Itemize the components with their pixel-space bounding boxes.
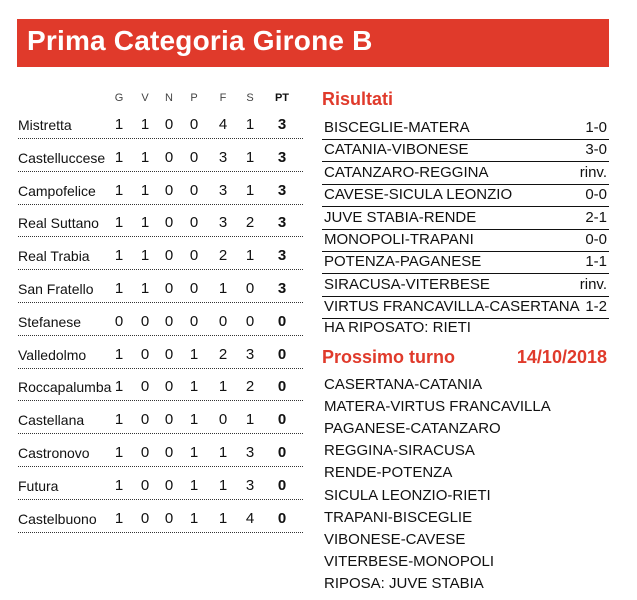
stat-v: 1 xyxy=(140,247,150,264)
stat-f: 3 xyxy=(218,182,228,199)
stat-n: 0 xyxy=(164,247,174,264)
stat-g: 1 xyxy=(114,477,124,494)
stat-p: 1 xyxy=(189,411,199,428)
team-name: Real Suttano xyxy=(18,215,99,231)
stat-v: 0 xyxy=(140,378,150,395)
stat-v: 0 xyxy=(140,411,150,428)
standings-row xyxy=(18,311,303,336)
standings-row xyxy=(18,114,303,139)
team-name: Mistretta xyxy=(18,117,72,133)
stat-f: 4 xyxy=(218,116,228,133)
stat-s: 1 xyxy=(245,411,255,428)
stat-v: 0 xyxy=(140,313,150,330)
result-score: 0-0 xyxy=(585,186,607,203)
result-score: 3-0 xyxy=(585,141,607,158)
result-match: BISCEGLIE-MATERA xyxy=(324,119,470,136)
stat-p: 0 xyxy=(189,214,199,231)
result-score: 0-0 xyxy=(585,231,607,248)
standings-col-pt: PT xyxy=(274,92,290,104)
result-row xyxy=(322,118,609,140)
stat-p: 1 xyxy=(189,378,199,395)
standings-col-v: V xyxy=(141,92,149,104)
stat-s: 2 xyxy=(245,378,255,395)
stat-v: 1 xyxy=(140,182,150,199)
result-row xyxy=(322,208,609,230)
stat-f: 3 xyxy=(218,214,228,231)
stat-f: 2 xyxy=(218,247,228,264)
stat-f: 0 xyxy=(218,313,228,330)
stat-n: 0 xyxy=(164,444,174,461)
result-score: 1-1 xyxy=(585,253,607,270)
stat-g: 0 xyxy=(114,313,124,330)
stat-n: 0 xyxy=(164,313,174,330)
next-fixture: RENDE-POTENZA xyxy=(324,464,453,481)
next-fixture: MATERA-VIRTUS FRANCAVILLA xyxy=(324,398,551,415)
stat-n: 0 xyxy=(164,149,174,166)
stat-v: 1 xyxy=(140,280,150,297)
stat-p: 1 xyxy=(189,346,199,363)
stat-s: 1 xyxy=(245,149,255,166)
standings-row xyxy=(18,245,303,270)
standings-row xyxy=(18,442,303,467)
stat-g: 1 xyxy=(114,116,124,133)
next-fixture: PAGANESE-CATANZARO xyxy=(324,420,501,437)
stat-pt: 0 xyxy=(277,378,287,395)
stat-pt: 0 xyxy=(277,477,287,494)
results-title: Risultati xyxy=(322,89,394,109)
result-score: rinv. xyxy=(579,276,607,293)
stat-f: 2 xyxy=(218,346,228,363)
team-name: Futura xyxy=(18,478,59,494)
standings-row xyxy=(18,147,303,172)
next-round-date: 14/10/2018 xyxy=(516,347,607,367)
stat-n: 0 xyxy=(164,116,174,133)
next-fixture: CASERTANA-CATANIA xyxy=(324,376,483,393)
team-name: Castelluccese xyxy=(18,150,106,166)
stat-pt: 3 xyxy=(277,214,287,231)
stat-p: 0 xyxy=(189,247,199,264)
stat-p: 0 xyxy=(189,149,199,166)
stat-pt: 3 xyxy=(277,280,287,297)
stat-v: 0 xyxy=(140,346,150,363)
result-row xyxy=(322,275,609,297)
stat-g: 1 xyxy=(114,378,124,395)
next-fixture: TRAPANI-BISCEGLIE xyxy=(324,509,473,526)
team-name: Castelbuono xyxy=(18,511,97,527)
stat-pt: 3 xyxy=(277,182,287,199)
page-title: Prima Categoria Girone B xyxy=(27,25,373,56)
stat-g: 1 xyxy=(114,280,124,297)
stat-s: 0 xyxy=(245,280,255,297)
stat-f: 1 xyxy=(218,378,228,395)
next-fixture: RIPOSA: JUVE STABIA xyxy=(324,575,484,592)
stat-s: 0 xyxy=(245,313,255,330)
stat-s: 1 xyxy=(245,247,255,264)
stat-g: 1 xyxy=(114,182,124,199)
stat-f: 3 xyxy=(218,149,228,166)
stat-p: 0 xyxy=(189,116,199,133)
stat-f: 1 xyxy=(218,477,228,494)
stat-p: 0 xyxy=(189,313,199,330)
stat-p: 1 xyxy=(189,444,199,461)
stat-v: 0 xyxy=(140,477,150,494)
next-round-title: Prossimo turno xyxy=(322,347,456,367)
result-row xyxy=(322,297,609,319)
results-rest-note: HA RIPOSATO: RIETI xyxy=(324,319,471,336)
result-row xyxy=(322,185,609,207)
stat-f: 1 xyxy=(218,280,228,297)
next-fixture: VIBONESE-CAVESE xyxy=(324,531,466,548)
stat-g: 1 xyxy=(114,149,124,166)
stat-s: 2 xyxy=(245,214,255,231)
stat-n: 0 xyxy=(164,346,174,363)
result-match: CATANZARO-REGGINA xyxy=(324,164,489,181)
standings-row xyxy=(18,508,303,533)
stat-g: 1 xyxy=(114,444,124,461)
standings-col-f: F xyxy=(219,92,227,104)
stat-pt: 0 xyxy=(277,510,287,527)
stat-g: 1 xyxy=(114,510,124,527)
stat-n: 0 xyxy=(164,378,174,395)
standings-row xyxy=(18,212,303,237)
stat-g: 1 xyxy=(114,214,124,231)
result-score: 1-0 xyxy=(585,119,607,136)
title-banner xyxy=(17,19,609,67)
stat-s: 1 xyxy=(245,116,255,133)
team-name: Stefanese xyxy=(18,314,82,330)
result-match: MONOPOLI-TRAPANI xyxy=(324,231,474,248)
standings-row xyxy=(18,278,303,303)
team-name: Real Trabia xyxy=(18,248,90,264)
stat-v: 0 xyxy=(140,510,150,527)
team-name: Roccapalumba xyxy=(18,379,112,395)
stat-pt: 0 xyxy=(277,346,287,363)
stat-s: 1 xyxy=(245,182,255,199)
result-row xyxy=(322,252,609,274)
result-match: CATANIA-VIBONESE xyxy=(324,141,469,158)
standings-col-p: P xyxy=(190,92,198,104)
next-fixture: VITERBESE-MONOPOLI xyxy=(324,553,495,570)
stat-pt: 0 xyxy=(277,444,287,461)
stat-v: 0 xyxy=(140,444,150,461)
stat-n: 0 xyxy=(164,510,174,527)
standings-col-g: G xyxy=(114,92,124,104)
next-fixture: REGGINA-SIRACUSA xyxy=(324,442,475,459)
team-name: Valledolmo xyxy=(18,347,87,363)
team-name: Castronovo xyxy=(18,445,90,461)
result-score: 2-1 xyxy=(585,209,607,226)
result-row xyxy=(322,230,609,252)
stat-pt: 0 xyxy=(277,313,287,330)
stat-p: 0 xyxy=(189,182,199,199)
standings-col-s: S xyxy=(246,92,254,104)
stat-g: 1 xyxy=(114,247,124,264)
stat-n: 0 xyxy=(164,411,174,428)
standings-row xyxy=(18,475,303,500)
stat-s: 3 xyxy=(245,477,255,494)
stat-p: 0 xyxy=(189,280,199,297)
stat-n: 0 xyxy=(164,182,174,199)
stat-n: 0 xyxy=(164,280,174,297)
next-fixture: SICULA LEONZIO-RIETI xyxy=(324,487,491,504)
stat-s: 3 xyxy=(245,444,255,461)
standings-col-n: N xyxy=(165,92,173,104)
team-name: Campofelice xyxy=(18,183,96,199)
result-match: VIRTUS FRANCAVILLA-CASERTANA xyxy=(324,298,580,315)
stat-s: 4 xyxy=(245,510,255,527)
result-match: JUVE STABIA-RENDE xyxy=(324,209,477,226)
next-round-header xyxy=(322,347,609,371)
standings-row xyxy=(18,344,303,369)
standings-row xyxy=(18,376,303,401)
standings-row xyxy=(18,409,303,434)
stat-f: 0 xyxy=(218,411,228,428)
stat-v: 1 xyxy=(140,116,150,133)
stat-pt: 3 xyxy=(277,116,287,133)
stat-v: 1 xyxy=(140,149,150,166)
stat-v: 1 xyxy=(140,214,150,231)
stat-f: 1 xyxy=(218,510,228,527)
standings-row xyxy=(18,180,303,205)
stat-pt: 3 xyxy=(277,149,287,166)
result-match: SIRACUSA-VITERBESE xyxy=(324,276,490,293)
result-score: rinv. xyxy=(579,164,607,181)
standings-header xyxy=(0,92,305,108)
result-match: POTENZA-PAGANESE xyxy=(324,253,482,270)
stat-p: 1 xyxy=(189,510,199,527)
stat-pt: 3 xyxy=(277,247,287,264)
stat-g: 1 xyxy=(114,411,124,428)
team-name: Castellana xyxy=(18,412,85,428)
stat-pt: 0 xyxy=(277,411,287,428)
stat-n: 0 xyxy=(164,477,174,494)
stat-g: 1 xyxy=(114,346,124,363)
stat-s: 3 xyxy=(245,346,255,363)
result-row xyxy=(322,163,609,185)
result-row xyxy=(322,140,609,162)
stat-f: 1 xyxy=(218,444,228,461)
stat-n: 0 xyxy=(164,214,174,231)
team-name: San Fratello xyxy=(18,281,94,297)
result-score: 1-2 xyxy=(585,298,607,315)
result-match: CAVESE-SICULA LEONZIO xyxy=(324,186,513,203)
stat-p: 1 xyxy=(189,477,199,494)
